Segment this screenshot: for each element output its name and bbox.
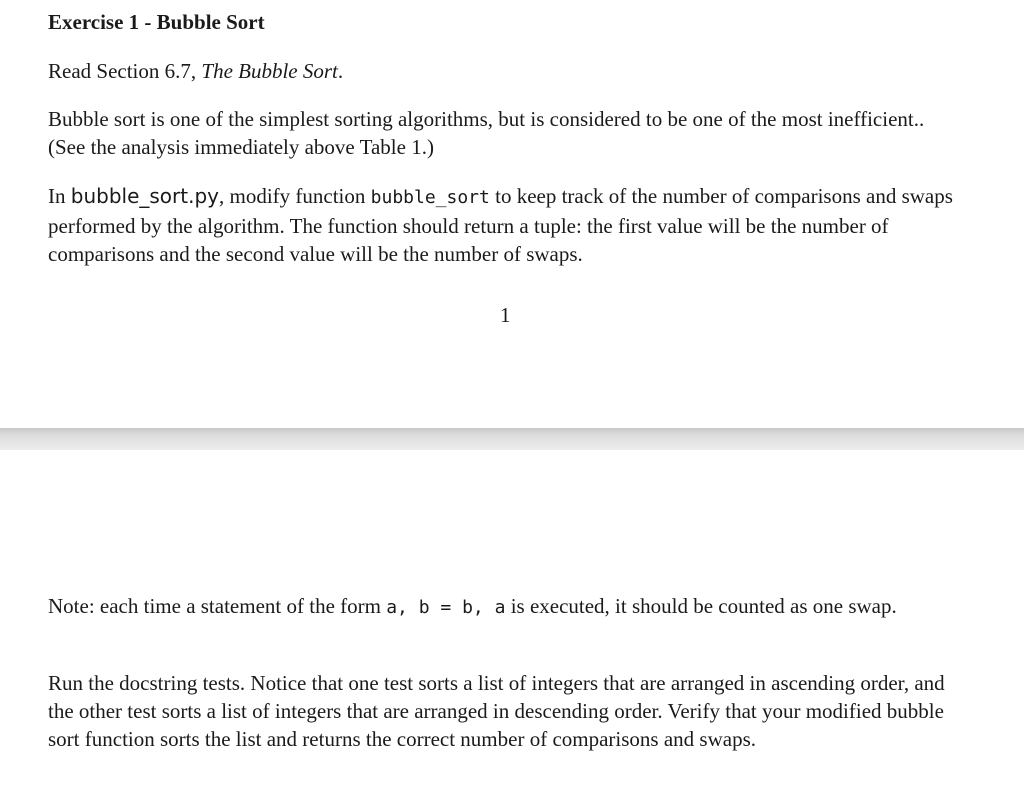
run-tests-paragraph: Run the docstring tests. Notice that one test sorts a list of integers that are arranged in ascending order, and the other test sorts a list of integers that are arranged in descending order. Verify that your modified bubble sort function sorts the list and returns the correct number of comparisons and swaps. (48, 671, 945, 751)
document-page-2 (0, 450, 1024, 792)
section-title: The Bubble Sort (201, 59, 338, 83)
note-paragraph (48, 592, 963, 622)
read-section-paragraph (48, 57, 963, 85)
task-in: In (48, 184, 71, 208)
file-name: bubble_sort.py (70, 184, 219, 208)
intro-paragraph: Bubble sort is one of the simplest sorting algorithms, but is considered to be one of the most inefficient.. (See the analysis immediately above Table 1.) (48, 107, 925, 159)
note-suffix: is executed, it should be counted as one swap. (505, 594, 897, 618)
exercise-heading: Exercise 1 - Bubble Sort (48, 10, 265, 34)
swap-statement-code: a, b = b, a (386, 597, 506, 618)
read-suffix: . (337, 59, 344, 83)
task-rest: to keep track of the number of comparisons and swaps performed by the algorithm. The function should return a tuple: the first value will be the number of comparisons and the second value will be the number of swaps. (48, 184, 953, 266)
task-paragraph (48, 182, 963, 268)
note-prefix: Note: each time a statement of the form (48, 594, 387, 618)
read-prefix: Read Section 6.7, (48, 59, 202, 83)
page-number: 1 (500, 303, 511, 327)
page-separator (0, 428, 1024, 450)
task-modify: , modify function (218, 184, 371, 208)
function-name: bubble_sort (370, 187, 490, 208)
